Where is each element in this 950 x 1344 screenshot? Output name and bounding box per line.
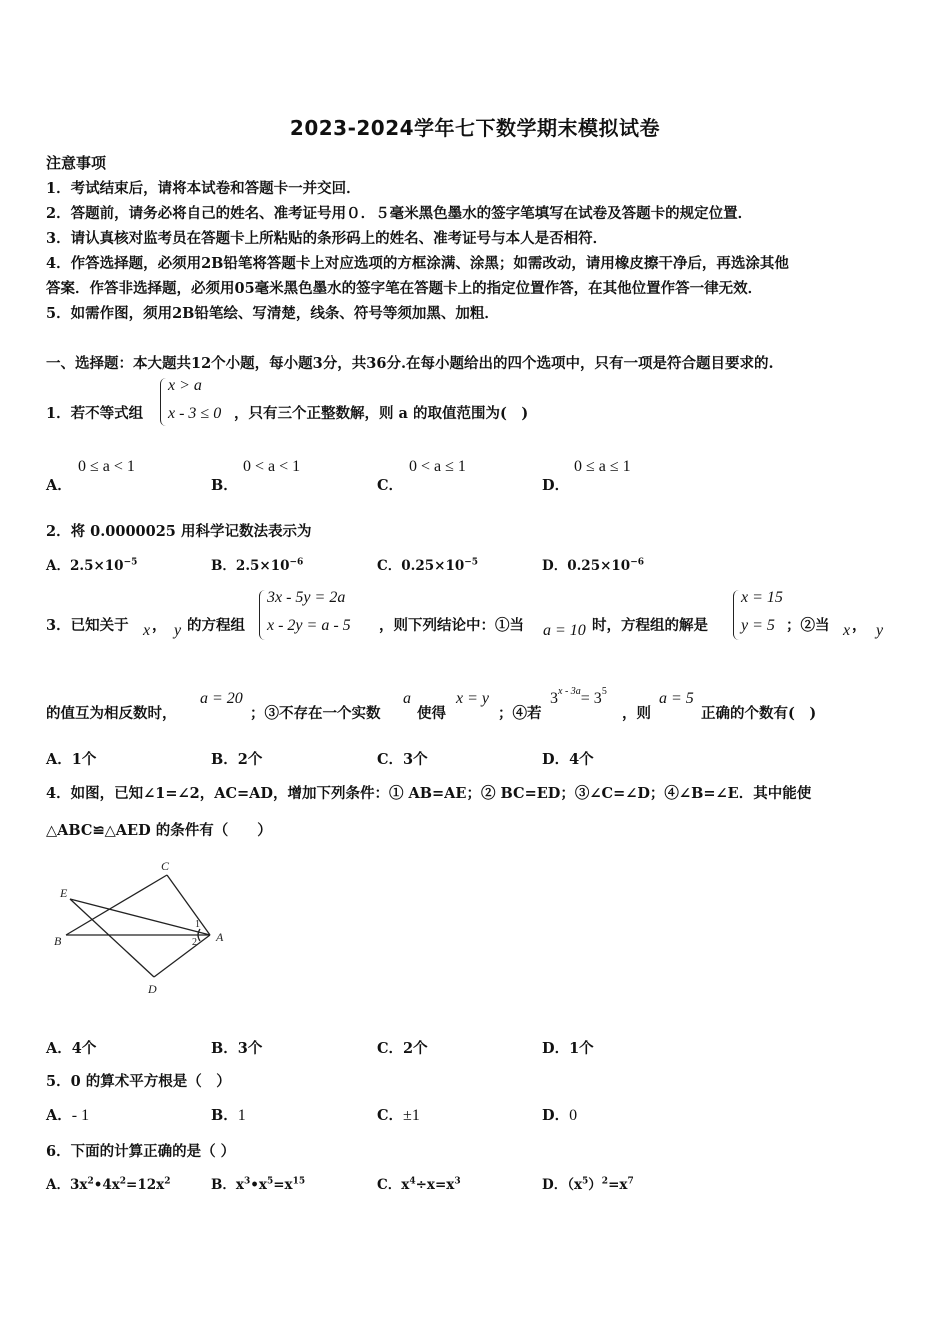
q3-text-1: 3．已知关于 — [46, 617, 129, 634]
label-A: A — [216, 930, 224, 944]
q3-text-9: ；④若 — [498, 705, 542, 722]
q5-stem: 5．0 的算术平方根是（ ） — [46, 1073, 231, 1090]
notice-item-3: 3．请认真核对监考员在答题卡上所粘贴的条形码上的姓名、准考证号与本人是否相符． — [46, 230, 608, 247]
q3-var-x: x — [143, 622, 151, 639]
q3-x-eq-y: x = y — [456, 690, 489, 707]
q1-opt-d-text: 0 ≤ a ≤ 1 — [574, 458, 631, 475]
q6-opt-c: C．$x^4\div x=x^3$ — [377, 1176, 461, 1193]
q5-opt-a: A．- 1 — [46, 1107, 90, 1124]
q3-opt-b: B．2个 — [211, 751, 263, 768]
q3-a-eq-5: a = 5 — [659, 690, 694, 707]
q1-sys-line2: x - 3 ≤ 0 — [168, 405, 222, 422]
label-C: C — [161, 859, 170, 873]
notice-item-4-cont: 答案．作答非选择题，必须用05毫米黑色墨水的签字笔在答题卡上的指定位置作答，在其他位置作答一律无效． — [46, 280, 763, 297]
q1-opt-a-label: A． — [46, 477, 72, 494]
q3-text-5: ；②当 — [786, 617, 830, 634]
q4-stem-line1: 4．如图，已知∠1=∠2，AC=AD，增加下列条件：① AB=AE；② BC=ED；③∠C=∠D；④∠B=∠E．其中能使 — [46, 785, 812, 802]
q5-opt-d: D．0 — [542, 1107, 578, 1124]
q6-opt-b: B．$x^3•x^5=x^{15}$ — [211, 1176, 306, 1193]
q3-text-7: ；③不存在一个实数 — [250, 705, 381, 722]
q6-stem: 6．下面的计算正确的是（ ） — [46, 1143, 236, 1160]
q3-comma-2: ， — [852, 617, 867, 634]
q3-system-line2: x - 2y = a - 5 — [267, 617, 351, 634]
q4-opt-d: D．1个 — [542, 1040, 594, 1057]
q6-opt-a: A．$3x^2•4x^2=12x^2$ — [46, 1176, 171, 1193]
q3-opt-c: C．3个 — [377, 751, 428, 768]
q3-text-3: ，则下列结论中：①当 — [379, 617, 524, 634]
label-E: E — [60, 886, 68, 900]
line-ED — [70, 899, 154, 977]
q3-solution-line1: x = 15 — [741, 589, 783, 606]
angle-label-1: 1 — [195, 919, 200, 930]
q3-var-a: a — [403, 690, 411, 707]
notice-item-2: 2．答题前，请务必将自己的姓名、准考证号用０．５毫米黑色墨水的签字笔填写在试卷及答题卡的规定位置． — [46, 205, 753, 222]
q2-opt-d: D．$0.25\times 10^{-6}$ — [542, 557, 645, 574]
q4-geometry-figure — [50, 855, 240, 1000]
q6-opt-d: D．$(x^5)^2=x^7$ — [542, 1176, 634, 1193]
q3-var-x-2: x — [843, 622, 851, 639]
q4-opt-c: C．2个 — [377, 1040, 428, 1057]
q5-opt-b: B．1 — [211, 1107, 246, 1124]
angle-label-2: 2 — [192, 937, 197, 948]
q3-comma: ， — [152, 617, 167, 634]
q3-var-y: y — [174, 622, 182, 639]
notice-item-1: 1．考试结束后，请将本试卷和答题卡一并交回． — [46, 180, 361, 197]
q3-opt-a: A．1个 — [46, 751, 97, 768]
q2-opt-c: C．$0.25\times 10^{-5}$ — [377, 557, 479, 574]
q1-stem-before: 1．若不等式组 — [46, 405, 144, 422]
section-heading: 一、选择题：本大题共12个小题，每小题3分，共36分.在每小题给出的四个选项中，只有一项是符合题目要求的. — [46, 355, 774, 372]
q1-stem-after: ，只有三个正整数解，则 a 的取值范围为( ) — [234, 405, 529, 422]
q3-text-8: 使得 — [417, 705, 446, 722]
q3-text-6: 的值互为相反数时， — [46, 705, 177, 722]
label-D: D — [148, 982, 157, 996]
q2-opt-b: B．$2.5\times 10^{-6}$ — [211, 557, 304, 574]
q3-text-10: ，则 — [622, 705, 651, 722]
q3-solution-line2: y = 5 — [741, 617, 775, 634]
q3-a-eq-10: a = 10 — [543, 622, 586, 639]
q3-opt-d: D．4个 — [542, 751, 594, 768]
page-title: 2023-2024学年七下数学期末模拟试卷 — [289, 116, 661, 140]
label-B: B — [54, 934, 62, 948]
q3-power-equation: $3^{x - 3a}= 3^5$ — [550, 686, 607, 707]
q1-opt-b-label: B． — [211, 477, 238, 494]
q1-brace — [160, 378, 167, 426]
notice-item-5: 5．如需作图，须用2B铅笔绘、写清楚，线条、符号等须加黑、加粗． — [46, 305, 499, 322]
q3-var-y-2: y — [876, 622, 884, 639]
q3-system-line1: 3x - 5y = 2a — [267, 589, 346, 606]
q1-opt-c-label: C． — [377, 477, 404, 494]
notice-heading: 注意事项 — [46, 154, 107, 172]
q4-opt-b: B．3个 — [211, 1040, 263, 1057]
notice-item-4: 4．作答选择题，必须用2B铅笔将答题卡上对应选项的方框涂满、涂黑；如需改动，请用橡皮擦干净后，再选涂其他 — [46, 255, 789, 272]
line-CB — [66, 875, 167, 935]
q1-opt-b-text: 0 < a < 1 — [243, 458, 301, 475]
q4-stem-line2: △ABC≌△AED 的条件有（ ） — [46, 822, 272, 839]
q3-solution-brace — [733, 590, 740, 640]
q5-opt-c: C．±1 — [377, 1107, 420, 1124]
q2-opt-a: A．$2.5\times 10^{-5}$ — [46, 557, 138, 574]
q1-opt-c-text: 0 < a ≤ 1 — [409, 458, 466, 475]
line-DA — [154, 935, 210, 977]
q3-text-4: 时，方程组的解是 — [592, 617, 708, 634]
q3-system-brace — [259, 590, 266, 640]
q1-opt-d-label: D． — [542, 477, 570, 494]
q2-stem: 2．将 0.0000025 用科学记数法表示为 — [46, 523, 312, 540]
q1-sys-line1: x > a — [168, 377, 202, 394]
q3-text-2: 的方程组 — [187, 617, 245, 634]
q3-text-11: 正确的个数有( ) — [701, 705, 817, 722]
q1-opt-a-text: 0 ≤ a < 1 — [78, 458, 135, 475]
q4-opt-a: A．4个 — [46, 1040, 97, 1057]
q3-a-eq-20: a = 20 — [200, 690, 243, 707]
line-EA — [70, 899, 210, 935]
